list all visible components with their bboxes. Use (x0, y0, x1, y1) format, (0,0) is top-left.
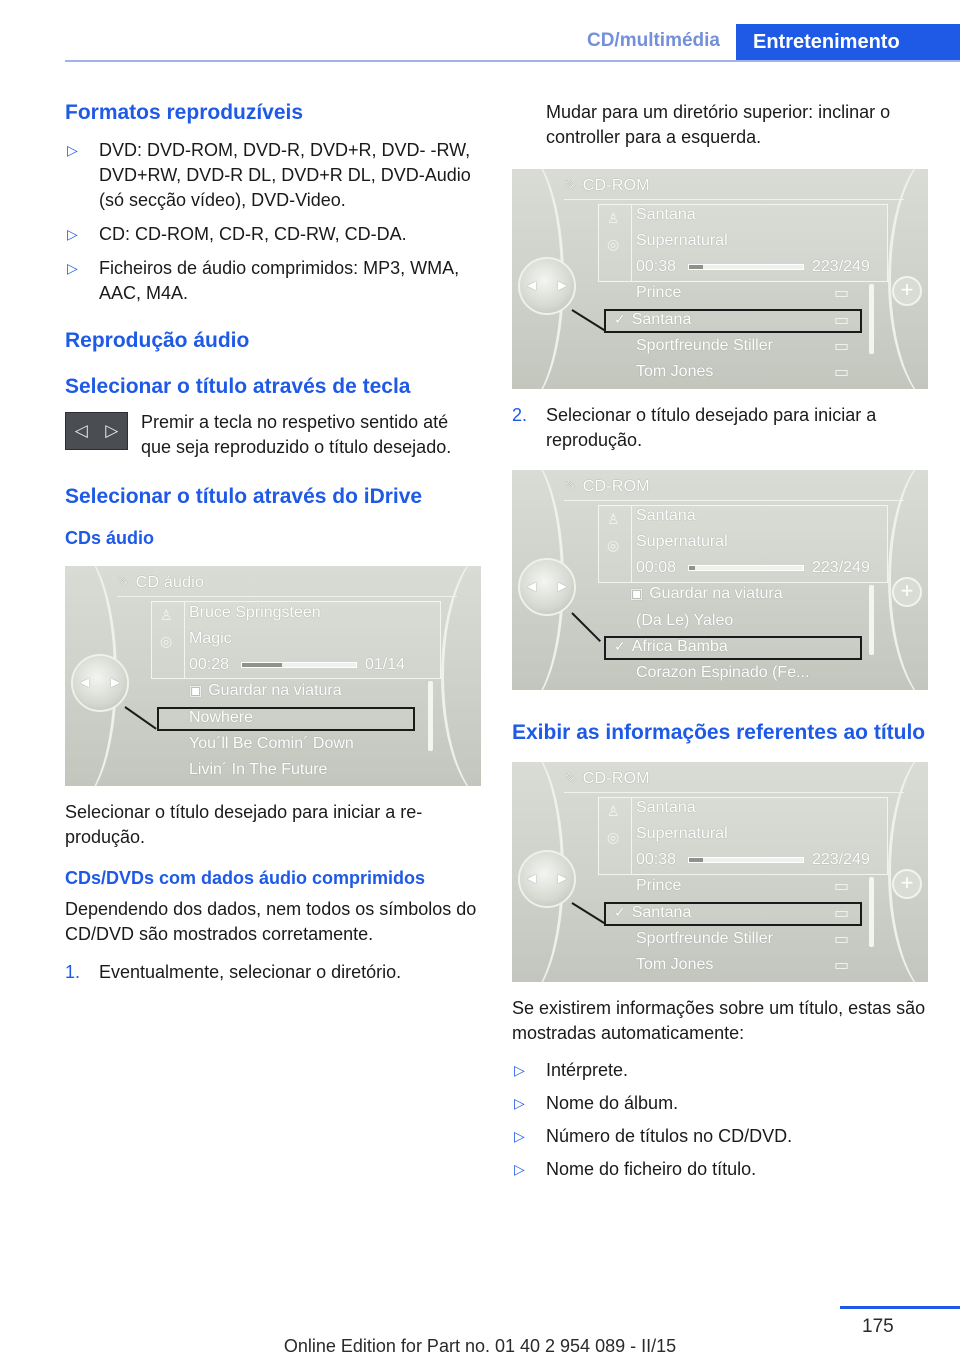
disc-icon: ◎ (607, 537, 620, 553)
person-icon: ♙ (607, 511, 620, 527)
track-item-selected[interactable]: ✓ Africa Bamba (614, 638, 728, 655)
triangle-bullet-icon: ▷ (67, 260, 78, 276)
step-item: 1. Eventualmente, selecionar o diretório. (65, 962, 402, 982)
check-icon: ✓ (614, 638, 626, 654)
right-column (512, 100, 928, 1182)
disc-icon: ◎ (607, 829, 620, 845)
artist-name: Santana (636, 206, 696, 223)
folder-icon: ▭ (834, 905, 850, 922)
artist-name: Bruce Springsteen (189, 604, 321, 621)
elapsed-time: 00:38 (636, 851, 677, 868)
progress-fill (242, 663, 282, 667)
page-number: 175 (862, 1316, 894, 1337)
disc-icon: ◎ (160, 633, 173, 649)
album-name: Supernatural (636, 825, 728, 842)
album-name: Supernatural (636, 533, 728, 550)
controller-icon: ◀ ▶ (518, 558, 576, 616)
controller-icon: ◀ ▶ (518, 257, 576, 315)
folder-icon: ▭ (834, 285, 850, 302)
list-item: ▷ DVD: DVD-ROM, DVD-R, DVD+R, DVD- -RW, DVD+RW, DVD-R DL, DVD+R DL, DVD-Audio (só secção vídeo), DVD-Video. (67, 140, 471, 210)
folder-item[interactable]: Tom Jones (636, 363, 714, 380)
progress-bar (688, 264, 804, 270)
key-instruction (65, 410, 480, 460)
scrollbar[interactable] (428, 681, 433, 751)
info-intro: Se existirem informações sobre um título, estas são mostradas automaticamente: (512, 998, 926, 1043)
progress-fill (689, 566, 695, 570)
track-item[interactable]: Livin´ In The Future (189, 761, 328, 778)
track-item[interactable]: You´ll Be Comin´ Down (189, 735, 354, 752)
elapsed-time: 00:08 (636, 559, 677, 576)
heading-formats: Formatos reproduzíveis (65, 101, 304, 124)
save-icon: ▣ (630, 585, 644, 601)
triangle-bullet-icon: ▷ (67, 142, 78, 158)
folder-icon: ▭ (834, 878, 850, 895)
instruction-text: Selecionar o título desejado para iniciar a reprodução. (65, 802, 423, 847)
progress-fill (689, 858, 703, 862)
list-item: ▷ Nome do álbum. (512, 1091, 928, 1116)
idrive-screen-cd-audio (65, 566, 481, 786)
idrive-screen-cdrom-info (512, 762, 928, 982)
artist-name: Santana (636, 799, 696, 816)
edition-footer: Online Edition for Part no. 01 40 2 954 089 - II/15 (283, 1336, 677, 1356)
list-item: ▷ Ficheiros de áudio comprimidos: MP3, WMA, AAC, M4A. (67, 258, 460, 303)
skip-forward-icon: ▷ (105, 421, 119, 440)
heading-select-by-idrive: Selecionar o título através do iDrive (65, 485, 423, 508)
list-item: ▷ Intérprete. (512, 1058, 928, 1083)
list-item: ▷ Número de títulos no CD/DVD. (512, 1124, 928, 1149)
heading-compressed-audio: CDs/DVDs com dados áudio comprimidos (65, 868, 426, 888)
folder-item[interactable]: Tom Jones (636, 956, 714, 973)
album-name: Magic (189, 630, 232, 647)
step-item: 2. Selecionar o título desejado para iniciar a reprodução. (512, 405, 877, 450)
screen-title: CD-ROM (582, 770, 650, 787)
list-item: ▷ CD: CD-ROM, CD-R, CD-RW, CD-DA. (65, 222, 480, 247)
track-count: 01/14 (365, 656, 406, 673)
triangle-bullet-icon: ▷ (514, 1161, 525, 1177)
left-column (65, 100, 480, 985)
heading-track-info: Exibir as informações referentes ao título (512, 721, 926, 744)
scrollbar[interactable] (869, 585, 874, 655)
heading-select-by-key: Selecionar o título através de tecla (65, 375, 411, 398)
track-count: 223/249 (812, 559, 870, 576)
folder-icon: ▭ (834, 931, 850, 948)
directory-up-text: Mudar para um diretório superior: inclinar o controller para a esquerda. (546, 102, 891, 147)
plus-icon[interactable]: + (892, 869, 922, 899)
key-text: Premir a tecla no respetivo sentido até que seja reproduzido o título desejado. (141, 412, 452, 457)
track-count: 223/249 (812, 258, 870, 275)
folder-item[interactable]: Prince (636, 877, 682, 894)
skip-back-icon: ◁ (74, 421, 88, 440)
track-item[interactable]: Corazon Espinado (Fe... (636, 664, 810, 681)
progress-bar (688, 565, 804, 571)
cd-icon: ✎ (564, 478, 577, 495)
controller-icon: ◀ ▶ (71, 654, 129, 712)
header-section-title: CD/multimédia (586, 30, 720, 51)
progress-bar (241, 662, 357, 668)
person-icon: ♙ (607, 210, 620, 226)
folder-icon: ▭ (834, 957, 850, 974)
progress-fill (689, 265, 703, 269)
compressed-note: Dependendo dos dados, nem todos os símbolos do CD/DVD são mostrados corretamente. (65, 899, 477, 944)
track-item[interactable]: (Da Le) Yaleo (636, 612, 734, 629)
plus-icon[interactable]: + (892, 577, 922, 607)
screen-title: CD áudio (135, 574, 205, 591)
heading-audio-cds: CDs áudio (65, 528, 155, 548)
folder-item-selected[interactable]: ✓ Santana (614, 904, 692, 921)
track-skip-keys-icon (65, 412, 128, 450)
header-rule (65, 60, 960, 62)
folder-item[interactable]: Sportfreunde Stiller (636, 930, 773, 947)
idrive-screen-cdrom (512, 169, 928, 389)
disc-icon: ◎ (607, 236, 620, 252)
scrollbar[interactable] (869, 284, 874, 354)
screen-title: CD-ROM (582, 478, 650, 495)
cd-icon: ✎ (564, 770, 577, 787)
check-icon: ✓ (614, 904, 626, 920)
list-item: ▷ Nome do ficheiro do título. (512, 1157, 928, 1182)
folder-icon: ▭ (834, 312, 850, 329)
controller-icon: ◀ ▶ (518, 850, 576, 908)
cd-icon: ✎ (117, 574, 130, 591)
folder-item[interactable]: Prince (636, 284, 682, 301)
elapsed-time: 00:38 (636, 258, 677, 275)
elapsed-time: 00:28 (189, 656, 230, 673)
folder-item-selected[interactable]: ✓ Santana (614, 311, 692, 328)
save-icon: ▣ (189, 682, 203, 698)
album-name: Supernatural (636, 232, 728, 249)
person-icon: ♙ (607, 803, 620, 819)
track-item[interactable]: Nowhere (189, 709, 254, 726)
heading-audio-playback: Reprodução áudio (65, 329, 250, 352)
person-icon: ♙ (160, 607, 173, 623)
scrollbar[interactable] (869, 877, 874, 947)
folder-icon: ▭ (834, 364, 850, 381)
page-number-rule (840, 1306, 960, 1309)
cd-icon: ✎ (564, 177, 577, 194)
artist-name: Santana (636, 507, 696, 524)
triangle-bullet-icon: ▷ (514, 1095, 525, 1111)
menu-item-save[interactable]: ▣ Guardar na viatura (189, 682, 342, 699)
folder-item[interactable]: Sportfreunde Stiller (636, 337, 773, 354)
progress-bar (688, 857, 804, 863)
check-icon: ✓ (614, 311, 626, 327)
folder-icon: ▭ (834, 338, 850, 355)
plus-icon[interactable]: + (892, 276, 922, 306)
triangle-bullet-icon: ▷ (67, 226, 78, 242)
triangle-bullet-icon: ▷ (514, 1128, 525, 1144)
header-chapter-tab: Entretenimento (736, 24, 960, 62)
triangle-bullet-icon: ▷ (514, 1062, 525, 1078)
menu-item-save[interactable]: ▣ Guardar na viatura (630, 585, 783, 602)
idrive-screen-cdrom-tracks (512, 470, 928, 690)
screen-title: CD-ROM (582, 177, 650, 194)
track-count: 223/249 (812, 851, 870, 868)
